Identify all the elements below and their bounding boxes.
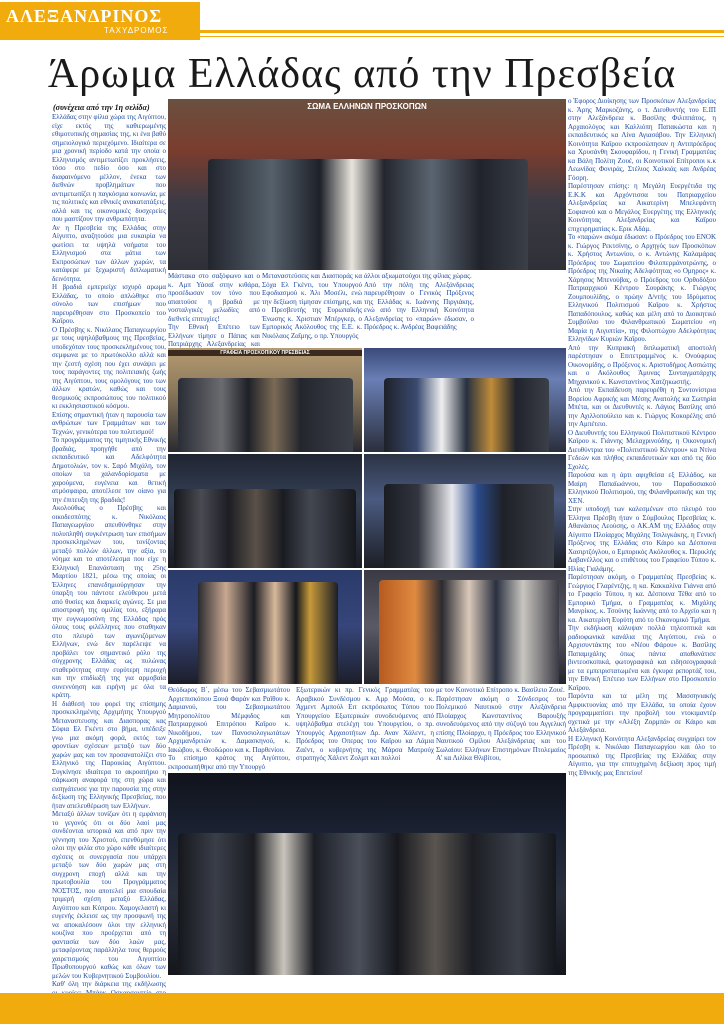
paragraph: ο Έφορος Διοίκησης των Προσκόπων Αλεξανδρείας κ. Άρης Μαρκοζάνης, ο τ. Διευθυντής του Ε.ΙΠ στην Αλεξάνδρεια κ. Βασίλης Φιλιππάτος, η Αρχαιολόγος και Καλλιόπη Παπακώστα και η εκπαιδευτικός κα Λίνα Αγιασάβου. Την Ελληνική Κοινότητα Καΐρου εκπροσώπησαν η Αντιπρόεδρος κα Χρυσάνθη Σκουφαρίδου, η Γενική Γραμματέας κα Βάλη Πολίτη Ζουέ, οι Κοινοτικοί Επίτροποι κ.κ Λεωνίδας Φονιράς, Στέλιος Χαλκιάς και Ανδρέας Γόσρη. — [568, 97, 716, 182]
column-4c — [436, 686, 566, 770]
column-4a — [168, 686, 290, 770]
column-2c — [364, 272, 474, 346]
paragraph: Παρόντα και τα μέλη της Μασσηνιακής Αμφικτυονίας από την Ελλάδα, τα οποία έχουν προγραμματίσει την προβολή του ντοκιμαντέρ σχετικά με την «Αλέξη Ζορμπά» σε Κάιρο και Αλεξάνδρεια. — [568, 692, 716, 734]
newspaper-title: ΑΛΕΞΑΝΔΡΙΝΟΣ — [6, 6, 163, 26]
paragraph: άλλοι αξιωματούχοι της φίλιας χώρας. — [364, 272, 472, 280]
paragraph: Ακολούθως ο Πρέσβης και οικοδεσπότης κ. Νικόλαος Παπαγεωργίου απευθύνθηκε στην πολυπληθή συγκέντρωση των επισήμων προσκεκλημένων του, τονίζοντας μεταξύ πολλών άλλων, την αξία, το νόημα και το αποτέλεσμα που είχε η Ελληνική Επανάσταση της 25ης Μαρτίου 1821, μέσω της οποίας οι Έλληνες επανεδημιούργησαν την ύπαρξη του πάντοτε ελεύθερου μετά από θυσίες και διαρκείς αγώνες. Σε μια αποστροφή της ομιλίας του, εξήραρα την ευγνωμοσύνη της Ελλάδας πρός όλους τους φιλέλληνες που σταθηκαν στο πλευρό των αγωνιζόμενων Ελλήνων, ενώ δεν παρέλειψε να προβάλει τον σημαντικό ρόλο της σύγχρονης Ελλάδας ως πυλώνας σταθερότητας στην ευρύτερη περιοχή και την επιδίωξή της για αρμοβαία συνεννόηση και ειρήνη με όλα τα κράτη. — [52, 504, 166, 699]
photo-figure — [384, 484, 554, 568]
paragraph: Ελλάδας στην φίλια χώρα της Αιγύπτου, είχε εκτός της καθιερωμένης εθιμοτυπικής σημασίας της, κι ένα βαθύ σημειολογικό περιεχόμενο. Ιδιαίτερα σε μια χρονική περίοδο κατά την οποία ο Ελληνισμός αντιμετωπίζει προκλήσεις, τόσο στο πεδίο όσο και στο διαφαινόμενο μέλλον, ένεκα των διεθνών προβλημάτων που αντιμετωπίζει η παγκόσμια κοινωνία, με τις πολιτικές και εθνικές ανακατατάξεις, αλλά και τις οικονομικές δυσχερείες που μαστίζουν την ανθρωπότητα. — [52, 113, 166, 223]
photo-figure — [384, 378, 549, 452]
photo-women-guests — [364, 570, 566, 684]
photo-group-officials — [168, 99, 566, 270]
paragraph: Αν η Πρεσβεία της Ελλάδας στην Αίγυπτο, αναζητούσε μια ευκαιρία να φωτίσει τα υψηλά νοήματα του Ελληνισμού στα μάτια των Εκπροσώπων των άλλων χωρών, τα κατάφερε με ξεχωριστή διπλωματική δεινότητα. — [52, 223, 166, 283]
paragraph: Το προγράμματος της τιμητικής Εθνικής βραδιάς, προηγήθε από την εκπαιδευτικό και Αδελφότητα Δημοτολιών, τον κ. Σαρό Μιχάλη, τον οποίων τα χαλανδορίσματα με χαρούμενα, ευγένεια και θετική ατμόσφαιρα, αποτέλεσε τον οίανο για την έπιτευξη της βραδιάς! — [52, 436, 166, 504]
paragraph: Παρέστησαν επίσης: η Μεγάλη Ευεργέτιδα της Ε.Κ.Κ και Αρχόντισσα του Πατριαρχείου Αλεξανδρείας κα Αικατερίνη Μπελεφάντη Σοφιανού και ο Μεγάλος Ευεργέτης της Ελληνικής Κοινότητας Αλεξανδρείας και Καΐρου επιχειρηματίας κ. Ερικ Αδάμ. — [568, 182, 716, 233]
column-4b — [296, 686, 434, 770]
photo-figure — [178, 378, 353, 452]
paragraph: Η Ελληνική Κοινότητα Αλεξανδρείας συγχαίρει τον Πρέσβη κ. Νικόλαο Παπαγεωργίου και όλο το προσωπικό της Πρεσβείας της Ελλάδας στην Αίγυπτο, για την επιτυχημένη δεξίωση προς τιμή της Εθνικής μας Επετείου! — [568, 734, 716, 777]
photo-reception — [168, 348, 362, 452]
photo-officials-flag — [364, 454, 566, 568]
paragraph: Παρέστησαν ακόμη ο Σύνδεσμος του Πολεμικού Ναυτικού στην Αλεξάνδρεια Πλοίαρχος Κωνσταντίνος Βαρουξής συνοδευόμενος από την σύζυγό του Αγγελική επίσης Πλοίαρχο, η Πρόεδρος του Ελληνικού Ναυτικού Ομίλου Αλεξάνδρειας και του Σωλαίου: Ελλήνων Επιστημόνων Πτολεμαίος Α' κα Λιλίκα Θλιβίτου, — [436, 694, 566, 762]
paragraph: Παρέστησαν ακόμη, ο Γραμματέας Πρεσβείας κ. Γεώργιος Γλαρέντζης, η κα. Κακκαλίνα Γιάννα από το Γραφείο Τύπου, η κα. Δέσποινα Τέθα από το Εμπορικό Τμήμα, ο Γραμματέας κ. Μιχάλης Μανρίκος, κ. Τσούνης Ιωάννης από το Αρχείο και η κα. Αικατερίνη Ευρύτη από το Οικονομικό Τμήμα. — [568, 573, 716, 624]
paragraph: Ο Πρέσβης κ. Νικόλαος Παπαγεωργίου με τους υψηλόβαθμους της Πρεσβείας, υποδεχόταν τους προσκεκλημένους του, σεμφωνα με το πρωτόκολλο αλλά και την ζεστή σχέση που έχει συνάψει με τους παράγοντες της πολιτειακής ζωής της Αιγύπτου, τους ομολόγους του των άλλων κρατών, καθώς και τους θεσμικούς εκπροσώπους του πολιτικού κι εκκλησιαστικού κόσμου. — [52, 325, 166, 410]
paragraph: Στην υποδοχή των καλεσμένων στο πλευρό του Έλληνα Πρέσβη ήταν ο Σύμβουλος Πρεσβείας κ. Αθανάσιος Λεούσης, ο ΑΚ.ΑΜ της Ελλάδος στην Αίγυπτο Πλοίαρχος Μιχάλης Τσιλιγκάκης, η Γενική Πρόξενος της Ελλάδας στο Κάιρο κα Δέσποινα Χασιρτζόγλου, ο Εμπορικός Ακόλουθος κ. Περικλής Δαβανέλλος και ο επιθέτους του Γραφείου Τύπου κ. Ηλίας Γιαλάμης. — [568, 505, 716, 573]
photo-figure — [208, 159, 528, 270]
article-headline: Άρωμα Ελλάδας από την Πρεσβεία — [47, 51, 677, 97]
masthead — [0, 0, 724, 44]
continuation-note: (συνέχεια από την 1η σελίδα) — [53, 103, 150, 112]
paragraph: Θεόδωρος Β΄, μέσω του Σεβασμιωτάτου Αρχιεπισκόπου Ξουά Φαράν και Ραΐθου κ. Δαμιανού, του Σεβασμιωτάτου Μητροπολίτου Μέμφιδος και Πατριαρχικού Επιτρόπου Καΐρου κ. Νικοδήμου, των Πανοσιολογιωτάτων Αρχιμανδριτών κ. Δαμασκηνού, κ. Ιακώβου, κ. Θεοδώρου και κ. Παρθενίου. — [168, 686, 290, 754]
header-rule — [200, 30, 724, 33]
photo-banner-text: ΣΩΜΑ ΕΛΛΗΝΩΝ ΠΡΟΣΚΟΠΩΝ — [307, 102, 427, 111]
paragraph: Μάστακα στο σαξόφωνο και ο κ. Αμπ Υάσαϊ στην κιθάρα, προσέδωσαν τον τόνο που απαιτούσε η βραδιά με νοσταλγικές μελωδίες από διεθνείς επιτυχίες! — [168, 272, 260, 323]
paragraph: με τον Κοινοτικό Επίτροπο κ. Βασίλειο Ζουέ. — [436, 686, 565, 694]
photo-figure — [198, 582, 338, 684]
photo-figure — [379, 580, 559, 684]
paragraph: Παρούσα και η άρτι αφιχθείσα εξ Ελλάδος, κα Μαίρη Παπαϊωάννου, του Παραδοσιακού Ελληνικού Πολιτισμού, της Φιλανθρωπικής και της ΧΕΝ. — [568, 471, 716, 505]
paragraph: Από την Εκπαίδευση παρευρέθη η Συντονίστρια Βορείου Αφρικής και Μέσης Ανατολής κα Σωτηρία Μπέτα, και οι Διευθυντές κ. Λάγιος Βασίλης από την Αχιλλοπούλειο και κ. Γιώργος Κοκορέλης από την Αμπέτειο. — [568, 386, 716, 428]
paragraph: Από την πόλη της Αλεξάνδρειας παρευρέθησαν ο Γενικός Πρόξενος της Ελλάδας κ. Ιωάννης Πιργιάκης, ενώ από την Ελληνική Κοινότητα Αλεξανδρείας το «παρών» έδωσαν, ο Πρόεδρος κ. Ανδρέας Βαφειάδης — [364, 280, 474, 331]
photo-flags-group — [364, 348, 566, 452]
column-2b — [262, 272, 362, 346]
paragraph: Την εκδήλωση κάλυψαν πολλά τηλεοπτικά και ραδιοφωνικά κανάλια της Αιγύπτου, ενώ ο Αρχισυντάκτης του «Νέου Φάρου» κ. Βασίλης Παπαμιχάλης όπως πάντα απαθανάτισε βιντεοσκοπικά, φωτογραφικά και ειδησεογραφικά με τα εμπειριστατωμένα και έγκυρα ρεπορτάζ του, την Εθνική Επέτειο των Ελλήνων στο Προσκοπείο Καΐρου. — [568, 624, 716, 692]
paragraph: Από την Κυπριακή διπλωματική αποστολή παρέστησαν ο Επιτετραμμένος κ. Ονούφριος Οικονομίδης, ο Πρόξενος κ. Αριστοδήμος Ασσιώτης και ο Ακόλουθος Άμυνας Συνταγματάρχης Μηχανικού κ. Κωνσταντίνος Χατζηκωστής. — [568, 343, 716, 386]
footer-bar — [0, 993, 724, 1024]
paragraph: Καθ' όλη την διάρκεια της εκδήλωσης — [52, 980, 166, 988]
paragraph: Η διάθεσή του φορεί της επίσημης προσκεκλημένης Αρχιμήτης Υπουργού Μεταναστευσης και Διασπορας κας Σόφια Ελ Γκέντι στο βήμα, υπέδειξε γνω μια ακόμη φορά, εκτός των φροντίων σχέσεων μεταξύ των δύο χωρών μας και τον προσανατολίζει στο Ελληνικό της Παροικίας Αιγύπτου. Συγκίνησε ιδιαίτερα το ακροατήριο η σάρκωση αναφορά της στη χώρα και εισηγάτευσε για την παρουσία της στην δεξίωση της Ελληνικής Πρεσβείας, που ήταν απελευθέρωση των Ελλήνων. — [52, 699, 166, 810]
newspaper-logo — [0, 2, 200, 40]
paragraph: Την Εθνική Επέτειο των Ελλήνων τίμησε ο Πάπας και Πατριάρχης Αλεξανδρείας και — [168, 323, 260, 348]
newspaper-subtitle: ΤΑΧΥΔΡΟΜΟΣ — [104, 26, 169, 35]
paragraph: Το «παρών» ακόμα έδωσαν: ο Πρόεδρος του ΕΝΟΚ κ. Γιώργος Ρεκτσίνης, ο Αρχηγός των Προσκόπων κ. Χρήστος Αντωνίου, ο κ. Αντώνης Καλαμάρας Πρόεδρος του Σωματείου Φιλοπερμάνοτρώνης, ο Πρόεδρος της Νικαίης Αδελφότητας «ο Ομηρος» κ. Χάρησος Μπενούβας, ο Πρόεδρος του Ορθοδόξου Πατριαρχικού Κέντρου Σουράκης κ. Γιώργος Ζουμπουλίδης, ο πρώην Δ/ντής του Ιδρύματος Ελληνικού Πολιτισμού Καΐρου κ. Χρήστος Παπαδόπουλος, καθώς και μέλη από το Διοικητικό Συμβούλιο του Φιλανθρωπικού Σωματείου «η Μαρία η Αιγυπτία», της Φιλοπτώχου Αδελφότητας Ελληνίδων Κυριών Καΐρου. — [568, 233, 716, 343]
paragraph: Η βραδιά εμπεριείχε ισχυρό αρωμα Ελλάδας, το οποίο απλώθηκε στο σύνολο των επισήμων που παρευρέθησαν στο Προσκοπείο του Καΐρου. — [52, 283, 166, 325]
column-2a — [168, 272, 260, 346]
column-1 — [52, 113, 166, 988]
paragraph: Το επίσημο κράτος της Αιγύπτου, εκπροσωπήθηκε από την Υπουργό — [168, 754, 290, 771]
paragraph: Επίσης σημαντική ήταν η παρουσία των ανθρώπων των Γραμμάτων και των Τεχνών, γενικότερα του πολιτισμού! — [52, 410, 166, 436]
photo-crowd — [168, 454, 362, 568]
photo-evening-gathering — [168, 773, 566, 975]
paragraph: Μεταναστεύσεις και Διασποράς κα Σόχα Ελ Γκέντι, του Υπουργού Εφοδιασμού κ. Άλι Μοσέλι, ενώ την δεξίωση τίμησαν επίσημης, και ο Πρεσβευτής της Ευρωπαϊκής Ένωσης κ. Χριστιαν Μπέργκερ, ο Εμπορικός Ακόλουθος της Ε.Ε. κ. Νικόλαος Ζαΐμης, ο πρ. Υπουργός — [262, 272, 362, 340]
column-3 — [568, 97, 716, 975]
header-rule-thin — [200, 36, 724, 37]
paragraph: Ο Διευθυντής του Ελληνικού Πολιτιστικού Κέντρου Καΐρου κ. Γιάννης Μελαχρινούδης, η Οικονομική Διευθύντρια του «Πολιτιστικού Κέντρου» κα Ντίνα Γεδεών και πλήθος εκπαιδευτικών και από τις δύο Σχολές. — [568, 428, 716, 471]
photo-figure — [178, 833, 556, 975]
paragraph: Εξωτερικών κι πρ. Γενικός Γραμματέας του Αραβικού Συνδέσμου κ. Αμρ Μούσα, ο κ. Άχμεντ Αμπούλ Ειτ εκπρόσωπος Τύπου του Υπουργείου Εξωτερικών συνοδευόμενος από υψηλόβαθμα στελέχη του Υπουργείου, ο πρ. Υπουργός Αρχαιοτήτων Δρ. Αναν Χάλεντ, η Πρόεδρος του Οπερας του Καΐρου κα Λάμια Ζαέντ, ο κυβερνήτης της Μάρσα Ματρούχ στρατηγός Χάλεντ Ζολμπ και πολλοί — [296, 686, 434, 762]
photo-banner-text: ΓΡΑΦΕΙΑ ΠΡΟΣΚΟΠΙΚΟΥ ΠΡΕΣΒΕΙΑΣ — [168, 350, 362, 356]
photo-figure — [174, 489, 356, 568]
paragraph: Μεταξύ άλλων τονίζων ότι η εμφάνιση το γεγονός ότι οι δύο λαοί μας συνδέονται ιστορικά και από πριν την γέννηση του Χριστού, επενθύμησε ότι ολοι την φιλία στο χώρο κάθε ιδιαίτερες σχέσεις οι συνεργασία που υπάρχει μεταξύ των δύο χωρών μας στη συγχρονη εποχή αλλά και την πρωτοβουλία του Προγράμματος ΝΟΣΤΟΣ, που αποτελεί μια σπουδαία τριμερή σχέση μεταξύ Ελλάδας, Αιγύπτου και Κύπρου. Χαμογελαστή κι ευγενής έκλεισε ως την προσφωνή της να αποκαλέσουν όλοι την ελληνική κουζίνα που προέρχεται από τη φαντασία των δύο λαών μας, μεταφέροντας παράλληλα τους θερμούς χαιρετισμούς του Αιγυπτίου Πρωθυπουργού καθώς και όλων των μελών του Κυβερνητικού Συμβουλίου. — [52, 810, 166, 980]
photo-officer-and-guest — [168, 570, 362, 684]
